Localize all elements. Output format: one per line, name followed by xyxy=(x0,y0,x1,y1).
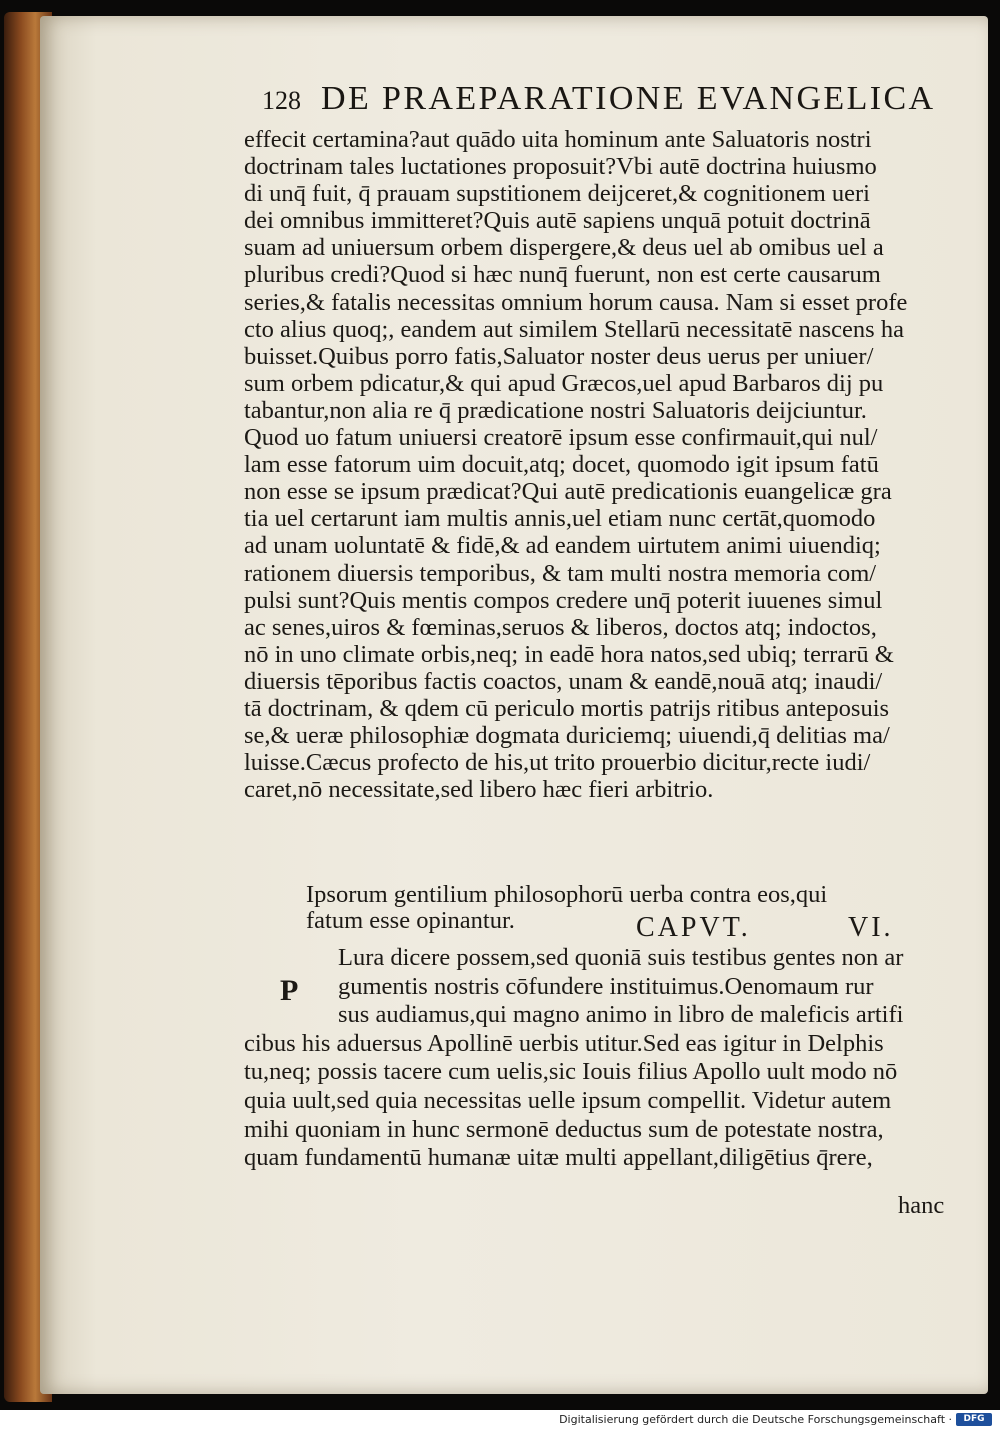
text-line: quam fundamentū humanæ uitæ multi appellant,diligētius q̄rere, xyxy=(244,1144,873,1172)
text-line: nō in uno climate orbis,neq; in eadē hora natos,sed ubiq; terrarū & xyxy=(244,640,894,668)
chapter-text xyxy=(244,944,964,1173)
text-line: lam esse fatorum uim docuit,atq; docet, quomodo igit ipsum fatū xyxy=(244,451,879,479)
text-line: Quod uo fatum uniuersi creatorē ipsum esse confirmauit,qui nul/ xyxy=(244,424,878,452)
text-line: se,& ueræ philosophiæ dogmata duriciemq; uiuendi,q̄ delitias ma/ xyxy=(244,722,890,750)
text-line: ac senes,uiros & fœminas,seruos & liberos, doctos atq; indoctos, xyxy=(244,613,877,641)
text-line: caret,nō necessitate,sed libero hæc fieri arbitrio. xyxy=(244,776,714,804)
text-line: ad unam uoluntatē & fidē,& ad eandem uirtutem animi uiuendiq; xyxy=(244,532,881,560)
text-line: cibus his aduersus Apollinē uerbis utitur.Sed eas igitur in Delphis xyxy=(244,1029,884,1057)
drop-initial: P xyxy=(280,974,299,1007)
text-line: sus audiamus,qui magno animo in libro de maleficis artifi xyxy=(338,1001,904,1029)
chapter-heading-line: Ipsorum gentilium philosophorū uerba contra eos,qui xyxy=(306,881,828,908)
text-line: sum orbem pdicatur,& qui apud Græcos,uel apud Barbaros dij pu xyxy=(244,369,884,397)
text-line: luisse.Cæcus profecto de his,ut trito prouerbio dicitur,recte iudi/ xyxy=(244,749,871,777)
text-line: gumentis nostris cōfundere instituimus.Oenomaum rur xyxy=(338,972,874,1000)
text-line: di unq̄ fuit, q̄ prauam supstitionem deijceret,& cognitionem ueri xyxy=(244,180,870,208)
footer-bar xyxy=(0,1410,1000,1430)
dfg-logo-icon[interactable]: DFG xyxy=(956,1413,992,1426)
text-line: cto alius quoq;, eandem aut similem Stellarū necessitatē nascens ha xyxy=(244,315,904,343)
running-head xyxy=(262,80,962,124)
text-line: tabantur,non alia re q̄ prædicatione nostri Saluatoris deijciuntur. xyxy=(244,396,867,424)
chapter-label: CAPVT. xyxy=(636,912,751,943)
text-line: doctrinam tales luctationes proposuit?Vbi autē doctrina huiusmo xyxy=(244,153,877,181)
text-line: Lura dicere possem,sed quoniā suis testibus gentes non ar xyxy=(338,944,904,971)
text-line: pluribus credi?Quod si hæc nunq̄ fuerunt, non est certe causarum xyxy=(244,261,881,289)
footer-credit: Digitalisierung gefördert durch die Deutsche Forschungsgemeinschaft · xyxy=(559,1413,952,1426)
text-line: tu,neq; possis tacere cum uelis,sic Iouis filius Apollo uult modo nō xyxy=(244,1058,898,1086)
text-line: rationem diuersis temporibus, & tam multi nostra memoria com/ xyxy=(244,559,877,587)
body-text xyxy=(244,126,964,803)
text-line: mihi quoniam in hunc sermonē deductus sum de potestate nostra, xyxy=(244,1115,884,1143)
text-line: buisset.Quibus porro fatis,Saluator noster deus uerus per uniuer/ xyxy=(244,342,874,370)
chapter-heading-line: fatum esse opinantur. xyxy=(306,907,515,934)
text-line: tā doctrinam, & qdem cū periculo mortis patrijs ritibus anteposuis xyxy=(244,694,890,722)
text-line: suam ad uniuersum orbem dispergere,& deus uel ab omibus uel a xyxy=(244,234,884,262)
catchword: hanc xyxy=(898,1192,945,1219)
text-line: tia uel certarunt iam multis annis,uel etiam nunc certāt,quomodo xyxy=(244,505,876,533)
text-line: quia uult,sed quia necessitas uelle ipsum compellit. Videtur autem xyxy=(244,1086,892,1114)
text-line: series,& fatalis necessitas omnium horum causa. Nam si esset profe xyxy=(244,288,908,316)
text-line: effecit certamina?aut quādo uita hominum ante Saluatoris nostri xyxy=(244,126,872,153)
text-line: diuersis tēporibus factis coactos, unam & eandē,nouā atq; inaudi/ xyxy=(244,667,883,695)
text-line: pulsi sunt?Quis mentis compos credere unq̄ poterit iuuenes simul xyxy=(244,586,883,614)
running-title: DE PRAEPARATIONE EVANGELICA xyxy=(321,80,936,117)
text-line: non esse se ipsum prædicat?Qui autē predicationis euangelicæ gra xyxy=(244,478,892,506)
chapter-number: VI. xyxy=(848,912,894,943)
text-line: dei omnibus immitteret?Quis autē sapiens unquā potuit doctrinā xyxy=(244,207,871,235)
folio-number: 128 xyxy=(262,86,301,115)
